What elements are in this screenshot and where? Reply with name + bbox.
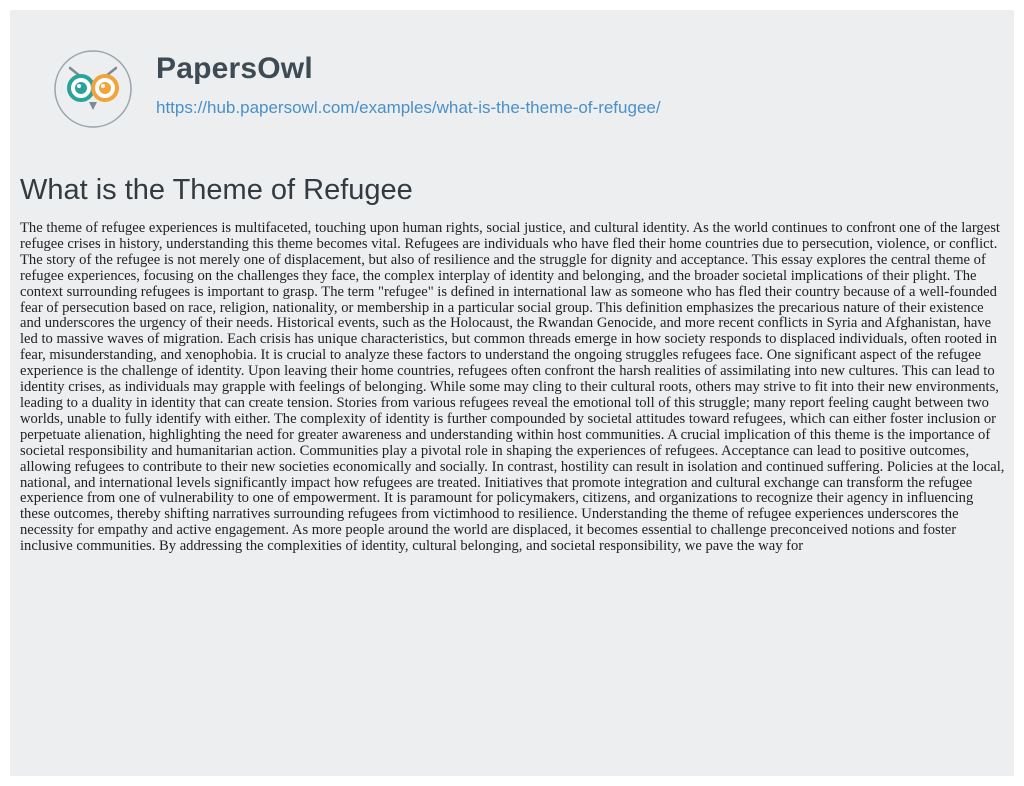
brand-name: PapersOwl: [156, 52, 313, 85]
page-title: What is the Theme of Refugee: [20, 174, 413, 206]
document-page: [10, 10, 1014, 776]
source-url-link[interactable]: https://hub.papersowl.com/examples/what-is-the-theme-of-refugee/: [156, 98, 661, 117]
site-header: [50, 38, 950, 158]
owl-logo-icon: [50, 46, 136, 132]
essay-body: The theme of refugee experiences is multifaceted, touching upon human rights, social justice, and cultural identity. As the world continues to confront one of the largest refugee crises in history, understanding this theme becomes vital. Refugees are individuals who have fled their home countries due to persecution, violence, or conflict. The story of the refugee is not merely one of displacement, but also of resilience and the struggle for dignity and acceptance. This essay explores the central theme of refugee experiences, focusing on the challenges they face, the complex interplay of identity and belonging, and the broader societal implications of their plight. The context surrounding refugees is important to grasp. The term "refugee" is defined in international law as someone who has fled their country because of a well-founded fear of persecution based on race, religion, nationality, or membership in a particular social group. This definition emphasizes the precarious nature of their existence and underscores the urgency of their needs. Historical events, such as the Holocaust, the Rwandan Genocide, and more recent conflicts in Syria and Afghanistan, have led to massive waves of migration. Each crisis has unique characteristics, but common threads emerge in how society responds to displaced individuals, often rooted in fear, misunderstanding, and xenophobia. It is crucial to analyze these factors to understand the ongoing struggles refugees face. One significant aspect of the refugee experience is the challenge of identity. Upon leaving their home countries, refugees often confront the harsh realities of assimilating into new cultures. This can lead to identity crises, as individuals may grapple with feelings of belonging. While some may cling to their cultural roots, others may strive to fit into their new environments, leading to a duality in identity that can create tension. Stories from various refugees reveal the emotional toll of this struggle; many report feeling caught between two worlds, unable to fully identify with either. The complexity of identity is further compounded by societal attitudes toward refugees, which can either foster inclusion or perpetuate alienation, highlighting the need for greater awareness and understanding within host communities. A crucial implication of this theme is the importance of societal responsibility and humanitarian action. Communities play a pivotal role in shaping the experiences of refugees. Acceptance can lead to positive outcomes, allowing refugees to contribute to their new societies economically and socially. In contrast, hostility can result in isolation and continued suffering. Policies at the local, national, and international levels significantly impact how refugees are treated. Initiatives that promote integration and cultural exchange can transform the refugee experience from one of vulnerability to one of empowerment. It is paramount for policymakers, citizens, and organizations to recognize their agency in influencing these outcomes, thereby shifting narratives surrounding refugees from victimhood to resilience. Understanding the theme of refugee experiences underscores the necessity for empathy and active engagement. As more people around the world are displaced, it becomes essential to challenge preconceived notions and foster inclusive communities. By addressing the complexities of identity, cultural belonging, and societal responsibility, we pave the way for: [20, 220, 1005, 555]
